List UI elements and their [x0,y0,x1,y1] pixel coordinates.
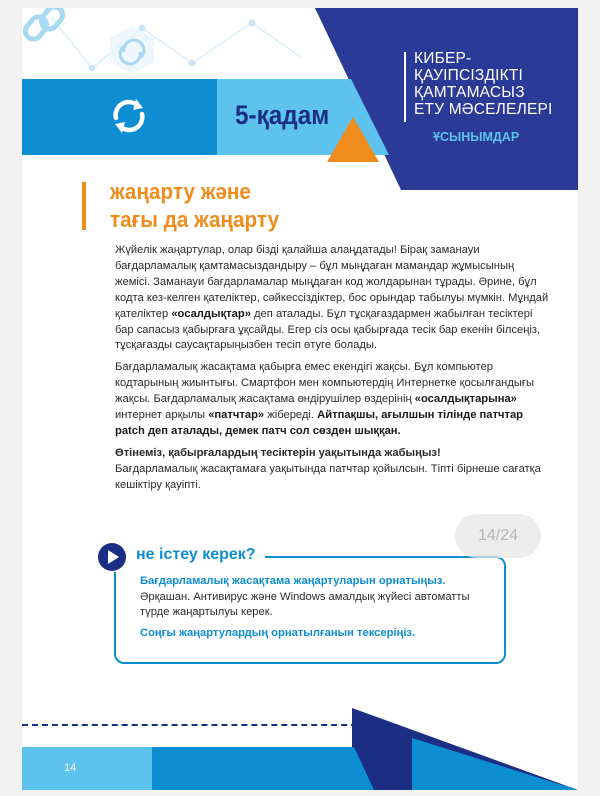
p2-bold-3: Айтпақшы, ағылшын тілінде патчтар patch деп аталады, демек патч сол сөзден шыққан. [115,409,524,437]
todo-item-1-bold: Бағдарламалық жасақтама жаңартуларын орнатыңыз. [140,575,446,587]
p2-bold-2: «патчтар» [208,409,265,422]
dashed-divider [22,724,397,726]
paragraph-1 [115,243,551,354]
warning-title: Өтінеміз, қабырғалардың тесіктерін уақытында жабыңыз! [115,446,441,459]
title-accent-bar [82,182,86,230]
title-line-2: тағы да жаңарту [110,207,280,232]
todo-item-2-bold: Соңғы жаңартулардың орнатылғанын тексеріңіз. [140,626,416,639]
p1-text-b: деп аталады. Бұл тұсқағаздармен жабылған тесіктері бар сапасыз қабырғаға ұқсайды. Егер сіз осы қабырғада тесік бар екенін білсеңіз, тұсқағазды саусақтарыңызбен тесіп өтуге болады. [115,307,541,352]
step-label: 5-қадам [235,100,330,130]
body-text [115,243,551,500]
page-number: 14 [64,762,77,774]
recommendations-label: ҰСЫНЫМДАР [433,130,520,144]
footer-triangles [352,708,578,790]
paragraph-2 [115,360,551,440]
refresh-icon [107,94,151,138]
p2-text-b: интернет арқылы [115,409,209,422]
todo-item-2 [140,626,490,642]
page-indicator: 14/24 [455,514,541,558]
p2-text-c: жібереді. [264,409,318,422]
paragraph-3: Бағдарламалық жасақтамаға уақытында патчтар қойылсын. Тіпті бірнеше сағатқа кешіктіру қауіпті. [115,462,541,491]
network-decoration-icon [22,8,312,80]
footer-band-highlight [22,747,152,790]
title-line-1: жаңарту және [110,179,251,204]
chain-link-icon [22,8,66,42]
document-page [22,8,578,790]
what-to-do-label: не істеу керек? [136,546,256,563]
p2-text-a: Бағдарламалық жасақтама қабырға емес екендігі жақсы. Бұл компьютер кодтарының жиынтығы. Смартфон мен компьютердің Интернетке қосылғандығы жақсы. Бағдарламалық жасақтама өндірушілер өздерінің [115,361,535,406]
page-title [110,178,279,234]
play-icon [98,543,126,571]
p1-bold: «осалдықтар» [171,307,251,320]
todo-item-1 [140,574,490,621]
what-to-do-text [140,574,490,646]
p2-bold-1: «осалдықтарына» [414,393,517,406]
section-title: КИБЕР- ҚАУІПСІЗДІКТІ ҚАМТАМАСЫЗ ЕТУ МӘСЕЛЕЛЕРІ [414,50,553,118]
todo-item-1-text: Әрқашан. Антивирус және Windows амалдық жүйесі автоматты түрде жаңартылуы керек. [140,590,470,618]
header-divider [404,52,406,122]
p1-text-a: Жүйелік жаңартулар, олар бізді қалайша алаңдатады! Бірақ заманауи бағдарламалық қамтамасыздандыру – бұл мыңдаған мамандар жұмысының жемісі. Заманауи бағдарламалар мыңдаған код жолдарынан тұрады. Әрине, бұл кодта кез-келген қателіктер, сәйкессіздіктер, бос орындар табылуы мүмкін. Мұндай қателіктер [115,244,549,320]
